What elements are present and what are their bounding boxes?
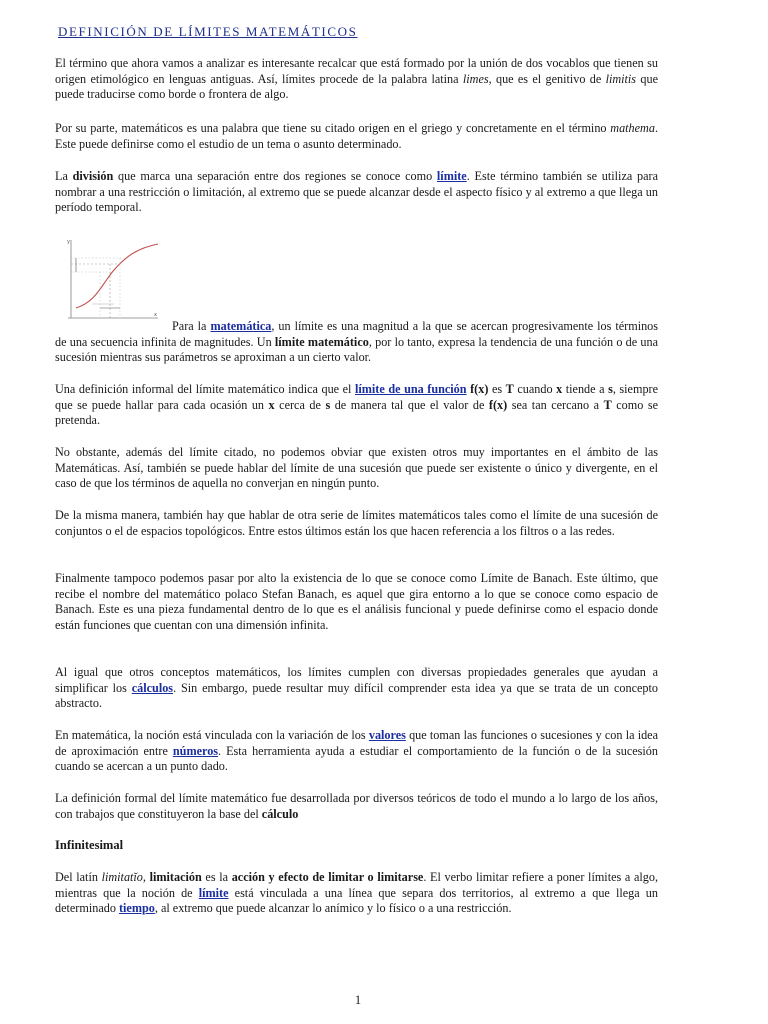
link-limite[interactable]: límite [436,169,467,183]
text: sea tan cercano a [507,397,604,412]
text: . Este puede definirse como el estudio de un tema o asunto determinado. [55,121,658,151]
bold-term-division: división [72,169,114,183]
italic-term-limitatio: limitatĭo [101,870,143,884]
paragraph-6: No obstante, además del límite citado, no podemos obviar que existen otros muy importantes en el ámbito de las Matemáticas. Así, también se puede hablar del límite de una sucesión que puede ser existente o único y divergente, en el caso de que los términos de aquella no converjan en ningún punto. [55,445,658,491]
text: Para la [172,319,211,333]
bold-term-limitacion: limitación [149,870,202,884]
text: . Sin embargo, puede resultar muy difícil comprender esta idea ya que se trata de un concepto abstracto. [55,680,659,711]
text: En matemática, la noción está vinculada con la variación de los [55,728,369,742]
paragraph-1 [55,56,658,103]
text: , al extremo que puede alcanzar lo anímico y lo físico o a una restricción. [154,901,512,916]
text: La [55,169,73,183]
italic-term-limitis: limitis [605,71,637,86]
function-curve [76,244,158,308]
text: que puede traducirse como borde o frontera de algo. [55,71,658,102]
link-calculos[interactable]: cálculos [131,680,174,695]
bold-term-calculo: cálculo [261,806,299,821]
paragraph-9 [55,665,658,712]
text: Del latín [55,870,102,884]
paragraph-4 [55,319,658,366]
text: Por su parte, matemáticos es una palabra que tiene su citado origen en el griego y concretamente en el término [55,121,611,135]
link-matematica[interactable]: matemática [210,319,272,333]
bold-symbol: x [268,397,275,412]
italic-term-limes: limes [462,71,489,86]
link-valores[interactable]: valores [368,728,406,742]
bold-symbol: T [603,397,612,412]
bold-symbol: x [556,382,563,396]
text: Al igual que otros conceptos matemáticos, los límites cumplen con diversas propiedades generales que ayudan a simplificar los [55,665,658,695]
text: está vinculada a una línea que separa dos territorios, al extremo a que llega un determinado [55,885,658,916]
text: es la [201,870,232,884]
bold-term-limite-matematico: límite matemático [274,334,369,349]
x-axis-glyph: x [154,312,157,318]
paragraph-11 [55,791,658,822]
bold-symbol: s [325,397,331,412]
text: El término que ahora vamos a analizar es interesante recalcar que está formado por la unión de dos vocablos que tienen su origen etimológico en lenguas antiguas. Así, límites procede de la palabra latina [55,56,658,86]
text: que marca una separación entre dos regiones se conoce como [113,169,437,183]
text: . Este término también se utiliza para nombrar a una restricción o limitación, al extremo que se puede alcanzar desde el aspecto físico y al extremo a que llega un período temporal. [55,169,658,215]
paragraph-3 [55,169,658,216]
text: , que es el genitivo de [488,71,606,86]
page-number: 1 [354,993,362,1007]
bold-definition: acción y efecto de limitar o limitarse [231,870,424,884]
paragraph-12 [55,870,658,917]
bold-symbol: f(x) [488,397,508,412]
text: que toman las funciones o sucesiones y con la idea de aproximación entre [55,728,658,758]
text: , siempre que se puede hallar para cada ocasión un [55,382,659,412]
bold-symbol: s [608,382,613,396]
section-heading-infinitesimal: Infinitesimal [55,838,124,852]
graph-svg [62,236,166,324]
paragraph-10 [55,728,658,775]
y-axis-glyph: y [67,239,70,245]
text: La definición formal del límite matemático fue desarrollada por diversos teóricos de todo el mundo a lo largo de los años, con trabajos que constituyeron la base del [55,791,658,821]
text: de manera tal que el valor de [330,397,489,412]
text: es [488,382,506,396]
bold-symbol: f(x) [470,382,489,396]
text: . Esta herramienta ayuda a estudiar el comportamiento de la función o de la sucesión cuando se acercan a un punto dado. [55,743,658,774]
text: cuando [513,382,557,396]
link-numeros[interactable]: números [172,743,219,758]
text: Una definición informal del límite matemático indica que el [55,382,355,396]
page-title: DEFINICIÓN DE LÍMITES MATEMÁTICOS [58,24,358,39]
text: cerca de [274,397,326,412]
paragraph-5 [55,382,658,429]
link-limite-2[interactable]: límite [198,885,229,900]
paragraph-7: De la misma manera, también hay que hablar de otra serie de límites matemáticos tales como el límite de una sucesión de conjuntos o el de espacios topológicos. Entre estos últimos están los que hacen referencia a los filtros o a las redes. [55,508,658,538]
italic-term-mathema: mathema [610,121,655,135]
paragraph-8: Finalmente tampoco podemos pasar por alto la existencia de lo que se conoce como Límite de Banach. Este último, que recibe el nombre del matemático polaco Stefan Banach, es aquel que gira entorno a lo que se conoce como espacio de Banach. Este es una pieza fundamental dentro de lo que es el análisis funcional y puede definirse como el espacio donde están funciones que cuentan con una dimensión infinita. [55,571,658,632]
link-limite-de-una-funcion[interactable]: límite de una función [355,382,467,396]
text: . El verbo limitar refiere a poner límites a algo, mientras que la noción de [55,870,658,900]
text: , por lo tanto, expresa la tendencia de una función o de una sucesión mientras sus parámetros se aproximan a un cierto valor. [55,334,658,365]
text: , un límite es una magnitud a la que se acercan progresivamente los términos de una secuencia infinita de magnitudes. Un [55,319,659,349]
text: tiende a [562,382,609,396]
limit-function-graph [62,236,166,324]
text: como se pretenda. [55,397,659,428]
link-tiempo[interactable]: tiempo [118,901,155,916]
text: , [142,870,150,884]
paragraph-2 [55,121,658,152]
bold-symbol: T [505,382,514,396]
